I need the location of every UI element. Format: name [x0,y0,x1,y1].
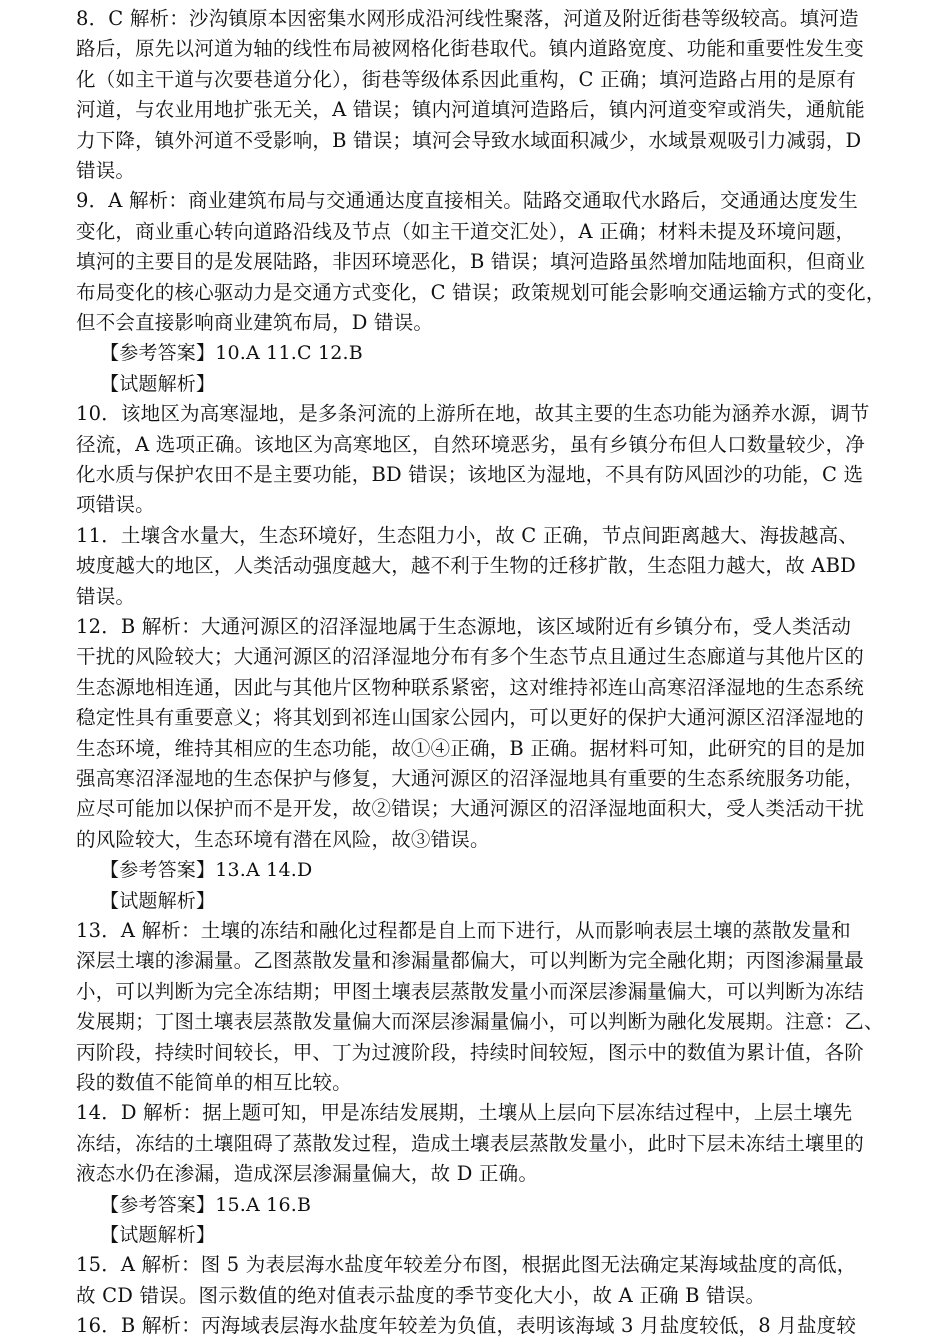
text-line: 生态源地相连通，因此与其他片区物种联系紧密，这对维持祁连山高寒沼泽湿地的生态系统 [76,675,865,699]
text-line: 稳定性具有重要意义；将其划到祁连山国家公园内，可以更好的保护大通河源区沼泽湿地的 [76,706,865,730]
text-line: 13．A 解析：土壤的冻结和融化过程都是自上而下进行，从而影响表层土壤的蒸散发量和 [76,919,851,942]
text-line: 故 CD 错误。图示数值的绝对值表示盐度的季节变化大小，故 A 正确 B 错误。 [76,1283,766,1307]
answer-heading-line: 【参考答案】13.A 14.D [100,859,313,882]
text-line: 错误。 [76,159,136,182]
text-line: 布局变化的核心驱动力是交通方式变化，C 错误；政策规划可能会影响交通运输方式的变化， [76,280,886,304]
text-line: 段的数值不能简单的相互比较。 [76,1071,352,1094]
text-line: 坡度越大的地区，人类活动强度越大，越不利于生物的迁移扩散，生态阻力越大，故 ABD [76,554,856,578]
answer-heading-line: 【参考答案】15.A 16.B [100,1193,312,1216]
text-line: 14．D 解析：据上题可知，甲是冻结发展期，土壤从上层向下层冻结过程中，上层土壤先 [76,1101,853,1125]
text-line: 15．A 解析：图 5 为表层海水盐度年较差分布图，根据此图无法确定某海域盐度的高低， [76,1253,857,1277]
text-line: 8．C 解析：沙沟镇原本因密集水网形成沿河线性聚落，河道及附近街巷等级较高。填河造 [76,7,859,30]
text-line: 干扰的风险较大；大通河源区的沼泽湿地分布有多个生态节点且通过生态廊道与其他片区的 [76,645,865,669]
text-line: 填河的主要目的是发展陆路，非因环境恶化，B 错误；填河造路虽然增加陆地面积，但商业 [76,250,866,274]
text-line: 的风险较大，生态环境有潜在风险，故③错误。 [76,827,490,851]
text-line: 深层土壤的渗漏量。乙图蒸散发量和渗漏量都偏大，可以判断为完全融化期；丙图渗漏量最 [76,949,865,973]
text-line: 10．该地区为高寒湿地，是多条河流的上游所在地，故其主要的生态功能为涵养水源，调节 [76,402,870,426]
text-line: 液态水仍在渗漏，造成深层渗漏量偏大，故 D 正确。 [76,1162,539,1186]
answer-heading-line: 【试题解析】 [100,889,216,912]
text-line: 力下降，镇外河道不受影响，B 错误；填河会导致水域面积减少，水域景观吸引力减弱，D [76,128,862,152]
text-line: 化水质与保护农田不是主要功能，BD 错误；该地区为湿地，不具有防风固沙的功能，C 选 [76,463,864,486]
text-line: 河道，与农业用地扩张无关，A 错误；镇内河道填河造路后，镇内河道变窄或消失，通航能 [76,98,865,122]
text-line: 项错误。 [76,493,155,517]
text-line: 应尽可能加以保护而不是开发，故②错误；大通河源区的沼泽湿地面积大，受人类活动干扰 [76,797,865,821]
answer-heading-line: 【试题解析】 [100,1224,216,1246]
text-line: 路后，原先以河道为轴的线性布局被网格化街巷取代。镇内道路宽度、功能和重要性发生变 [76,37,865,61]
text-line: 12．B 解析：大通河源区的沼泽湿地属于生态源地，该区域附近有乡镇分布，受人类活动 [76,615,852,638]
text-line: 16．B 解析：丙海域表层海水盐度年较差为负值，表明该海域 3 月盐度较低，8 月盐度较 [76,1314,857,1338]
answer-heading-line: 【参考答案】10.A 11.C 12.B [100,342,363,365]
text-line: 冻结，冻结的土壤阻碍了蒸散发过程，造成土壤表层蒸散发量小，此时下层未冻结土壤里的 [76,1131,865,1155]
text-line: 但不会直接影响商业建筑布局，D 错误。 [76,311,434,334]
text-line: 生态环境，维持其相应的生态功能，故①④正确，B 正确。据材料可知，此研究的目的是加 [76,736,866,760]
text-line: 变化，商业重心转向道路沿线及节点（如主干道交汇处），A 正确；材料未提及环境问题， [76,219,856,243]
text-line: 错误。 [76,584,136,608]
text-line: 径流，A 选项正确。该地区为高寒地区，自然环境恶劣，虽有乡镇分布但人口数量较少，净 [76,432,865,456]
text-line: 9．A 解析：商业建筑布局与交通通达度直接相关。陆路交通取代水路后，交通通达度发生 [76,189,858,213]
answer-heading-line: 【试题解析】 [100,372,216,395]
text-line: 发展期；丁图土壤表层蒸散发量偏大而深层渗漏量偏小，可以判断为融化发展期。注意：乙、 [76,1010,884,1034]
text-line: 小，可以判断为完全冻结期；甲图土壤表层蒸散发量小而深层渗漏量偏大，可以判断为冻结 [76,979,865,1003]
text-line: 丙阶段，持续时间较长，甲、丁为过渡阶段，持续时间较短，图示中的数值为累计值，各阶 [76,1040,865,1064]
text-line: 强高寒沼泽湿地的生态保护与修复，大通河源区的沼泽湿地具有重要的生态系统服务功能， [76,767,865,790]
text-line: 化（如主干道与次要巷道分化），街巷等级体系因此重构，C 正确；填河造路占用的是原有 [76,67,857,91]
text-line: 11．土壤含水量大，生态环境好，生态阻力小，故 C 正确，节点间距离越大、海拔越高、 [76,523,859,547]
